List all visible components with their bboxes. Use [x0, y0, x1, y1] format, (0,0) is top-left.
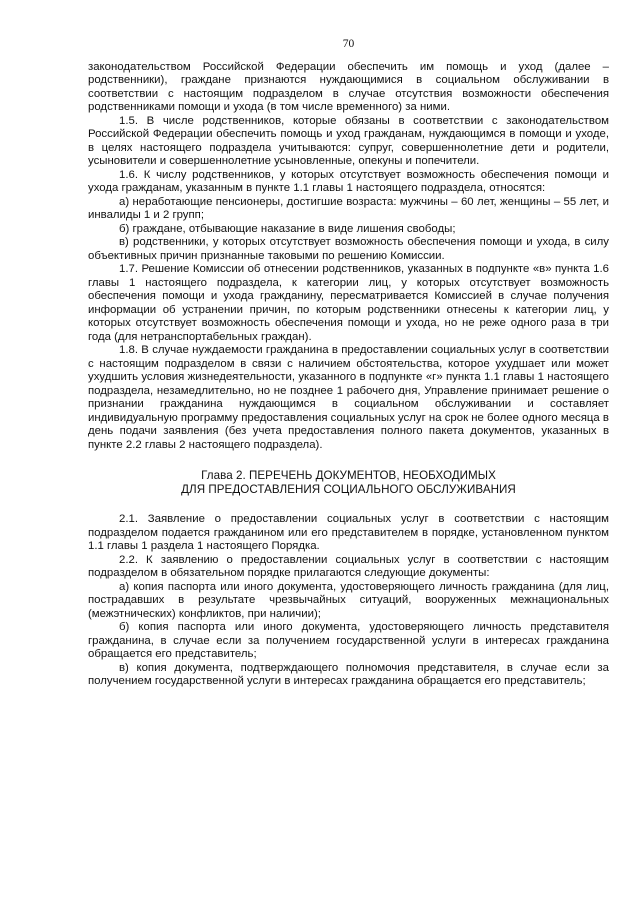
chapter-heading-line-1: Глава 2. ПЕРЕЧЕНЬ ДОКУМЕНТОВ, НЕОБХОДИМЫХ: [201, 469, 496, 482]
para-1-5: 1.5. В числе родственников, которые обязаны в соответствии с законодательством Российской Федерации обеспечить помощь и уход гражданам, нуждающимся в помощи и уходе, в целях настоящего подраздела учитываются: супруг, совершеннолетние дети и родители, усыновители и совершеннолетние усыновленные, опекуны и попечители.: [88, 114, 609, 167]
para-1-7: 1.7. Решение Комиссии об отнесении родственников, указанных в подпункте «в» пункта 1.6 главы 1 настоящего подраздела, к категории лиц, у которых отсутствует возможность обеспечения помощи и ухода гражданину, пересматривается Комиссией в случае получения информации об устранении причин, по которым родственники отнесены к категории лиц, у которых отсутствует возможность обеспечения помощи и ухода, но не реже одного раза в три года (для нетранспортабельных граждан).: [88, 263, 609, 343]
para-continuation: законодательством Российской Федерации обеспечить им помощь и уход (далее – родственники), граждане признаются нуждающимися в социальном обслуживании в соответствии с настоящим подразделом в случае отсутствия возможности обеспечения родственниками помощи и ухода (в том числе временного) за ними.: [88, 60, 609, 113]
para-1-6: 1.6. К числу родственников, у которых отсутствует возможность обеспечения помощи и ухода гражданам, указанным в пункте 1.1 главы 1 настоящего подраздела, относятся:: [88, 168, 609, 194]
para-2-2-a: а) копия паспорта или иного документа, удостоверяющего личность гражданина (для лиц, пострадавших в результате чрезвычайных ситуаций, вооруженных межнациональных (межэтнических) конфликтов, при наличии);: [88, 580, 609, 620]
section-bottom-paragraphs: [88, 513, 609, 689]
para-2-2: 2.2. К заявлению о предоставлении социальных услуг в соответствии с настоящим подразделом в обязательном порядке прилагаются следующие документы:: [88, 553, 609, 579]
para-2-1: 2.1. Заявление о предоставлении социальных услуг в соответствии с настоящим подразделом подается гражданином или его представителем в порядке, установленном пунктом 1.1 главы 1 раздела 1 настоящего Порядка.: [88, 513, 609, 552]
page-number: 70: [342, 38, 355, 50]
para-1-6-b: б) граждане, отбывающие наказание в виде лишения свободы;: [119, 222, 456, 235]
para-2-2-v: в) копия документа, подтверждающего полномочия представителя, в случае если за получением государственной услуги в интересах гражданина обращается его представитель;: [88, 661, 609, 687]
para-1-6-v: в) родственники, у которых отсутствует возможность обеспечения помощи и ухода, в силу объективных причин признанные таковыми по решению Комиссии.: [88, 236, 609, 262]
para-2-2-b: б) копия паспорта или иного документа, удостоверяющего личность представителя гражданина, в случае если за получением государственной услуги в интересах гражданина обращается его представитель;: [88, 621, 609, 660]
chapter-heading: [88, 469, 609, 497]
para-1-6-a: а) неработающие пенсионеры, достигшие возраста: мужчины – 60 лет, женщины – 55 лет, и инвалиды 1 и 2 групп;: [88, 195, 609, 221]
section-top-paragraphs: [88, 61, 609, 453]
chapter-heading-line-2: ДЛЯ ПРЕДОСТАВЛЕНИЯ СОЦИАЛЬНОГО ОБСЛУЖИВАНИЯ: [181, 483, 516, 496]
para-1-8: 1.8. В случае нуждаемости гражданина в предоставлении социальных услуг в соответствии с настоящим подразделом в связи с наличием обстоятельства, которое ухудшает или может ухудшить условия жизнедеятельности, указанного в подпункте «г» пункта 1.1 главы 1 настоящего подраздела, незамедлительно, но не позднее 1 рабочего дня, Управление принимает решение о признании гражданина нуждающимся в социальном обслуживании и составляет индивидуальную программу предоставления социальных услуг на срок не более одного месяца в день подачи заявления (без учета предоставления полного пакета документов, указанных в пункте 2.2 главы 2 настоящего подраздела).: [88, 344, 609, 451]
